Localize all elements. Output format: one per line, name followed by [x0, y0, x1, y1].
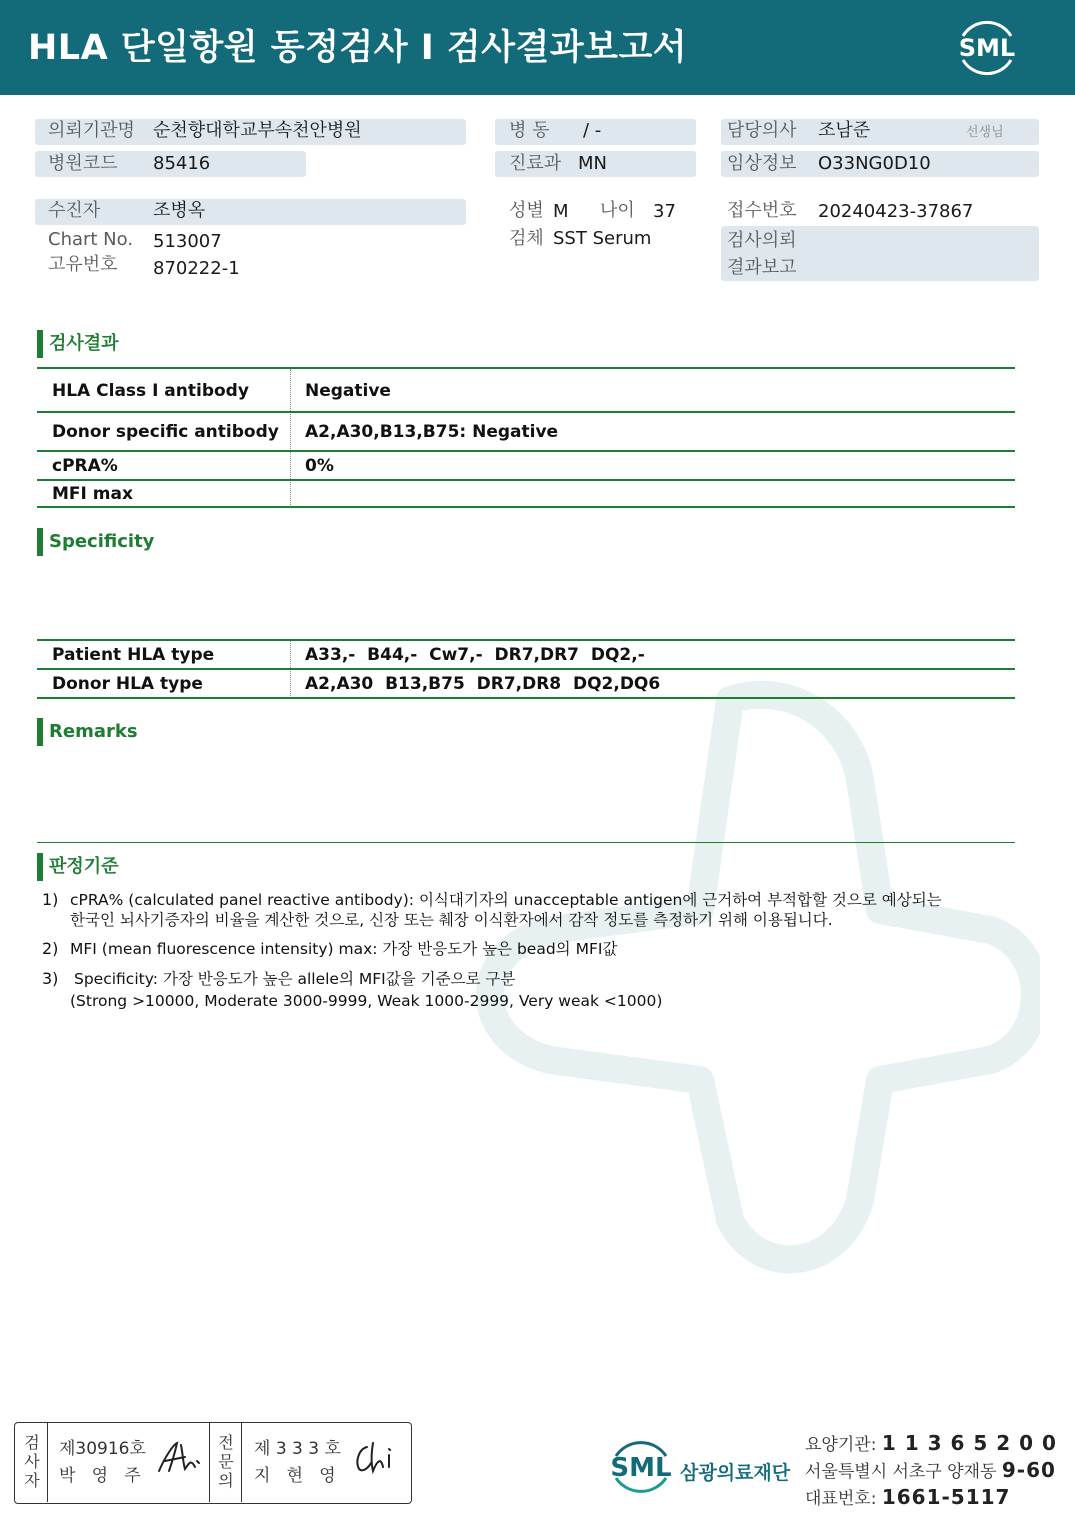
sex-label: 성별 — [509, 200, 544, 221]
unique-label: 고유번호 — [48, 254, 118, 275]
criteria-line: Specificity: 가장 반응도가 높은 allele의 MFI값을 기준으로 구분 — [74, 970, 516, 988]
address-number: 9-60 — [1001, 1458, 1056, 1482]
donor-hla-value: A2,A30 B13,B75 DR7,DR8 DQ2,DQ6 — [305, 674, 661, 694]
header-logo-text: SML — [958, 34, 1016, 62]
report-title: HLA 단일항원 동정검사 I 검사결과보고서 — [28, 28, 688, 68]
phone-value: 1661-5117 — [881, 1485, 1011, 1509]
sml-logo-icon — [953, 14, 1021, 80]
org-name: 삼광의료재단 — [680, 1462, 791, 1484]
table-border — [37, 411, 1015, 413]
doctor-suffix: 선생님 — [966, 125, 1004, 140]
phone — [805, 1486, 1010, 1510]
ward-label: 병 동 — [509, 120, 550, 141]
result-label-mfi: MFI max — [52, 484, 133, 504]
sex-value: M — [553, 201, 569, 222]
dept-value: MN — [578, 153, 607, 174]
clinical-value: O33NG0D10 — [818, 153, 931, 174]
table-border — [37, 367, 1015, 369]
remarks-heading: Remarks — [37, 718, 138, 746]
specialist-label: 전 문 의 — [218, 1433, 234, 1490]
specialist-no: 제 3 3 3 호 — [254, 1439, 341, 1459]
specialist-name: 지 현 영 — [254, 1466, 336, 1486]
specificity-heading: Specificity — [37, 528, 154, 556]
report-label: 결과보고 — [727, 257, 797, 278]
dept-label: 진료과 — [509, 153, 562, 174]
hospital-value: 순천향대학교부속천안병원 — [153, 120, 362, 141]
result-value-dsa: A2,A30,B13,B75: Negative — [305, 422, 559, 442]
unique-value: 870222-1 — [153, 258, 240, 279]
specimen-label: 검체 — [509, 228, 544, 249]
ward-value: / - — [583, 120, 602, 141]
remarks-divider — [37, 842, 1015, 843]
address-text: 서울특별시 서초구 양재동 — [805, 1462, 997, 1482]
institution-code — [805, 1432, 1057, 1456]
receipt-label: 접수번호 — [727, 200, 797, 221]
patient-hla-label: Patient HLA type — [52, 645, 215, 665]
result-label-hla-class: HLA Class I antibody — [52, 381, 249, 401]
result-label-cpra: cPRA% — [52, 456, 118, 476]
clinical-label: 임상정보 — [727, 153, 797, 174]
receipt-value: 20240423-37867 — [818, 201, 974, 222]
criteria-line: MFI (mean fluorescence intensity) max: 가장 반응도가 높은 bead의 MFI값 — [70, 940, 618, 958]
criteria-line: (Strong >10000, Moderate 3000-9999, Weak 1000-2999, Very weak <1000) — [70, 992, 663, 1010]
chart-label: Chart No. — [48, 229, 134, 250]
criteria-num: 1) — [42, 890, 59, 909]
result-label-dsa: Donor specific antibody — [52, 422, 279, 442]
address — [805, 1459, 1056, 1483]
donor-hla-label: Donor HLA type — [52, 674, 203, 694]
patient-value: 조병옥 — [153, 200, 206, 221]
table-border — [37, 668, 1015, 670]
footer-logo-text: SML — [610, 1453, 672, 1483]
results-heading: 검사결과 — [37, 330, 119, 358]
tester-no: 제30916호 — [59, 1439, 146, 1459]
hospital-code-label: 병원코드 — [48, 153, 118, 174]
request-label: 검사의뢰 — [727, 230, 797, 251]
age-label: 나이 — [600, 200, 635, 221]
sml-footer-logo-icon — [606, 1430, 676, 1502]
criteria-line: 한국인 뇌사기증자의 비율을 계산한 것으로, 신장 또는 췌장 이식환자에서 감작 정도를 측정하기 위해 이용됩니다. — [70, 911, 833, 929]
result-value-cpra: 0% — [305, 456, 334, 476]
report-header — [0, 0, 1075, 95]
criteria-num: 2) — [42, 939, 59, 958]
table-border — [37, 506, 1015, 508]
age-value: 37 — [653, 201, 676, 222]
patient-label: 수진자 — [48, 200, 101, 221]
hospital-code-value: 85416 — [153, 153, 211, 174]
institution-code-label: 요양기관: — [805, 1435, 877, 1455]
result-value-hla-class: Negative — [305, 381, 391, 401]
criteria-heading: 판정기준 — [37, 853, 119, 881]
tester-name: 박 영 주 — [59, 1466, 141, 1486]
table-border — [37, 697, 1015, 699]
criteria-line: cPRA% (calculated panel reactive antibody): 이식대기자의 unacceptable antigen에 근거하여 부적합할 것으로 예상되는 — [70, 891, 942, 909]
phone-label: 대표번호: — [805, 1489, 877, 1509]
tester-signature-icon — [155, 1437, 203, 1477]
signature-box — [14, 1422, 412, 1504]
hospital-label: 의뢰기관명 — [48, 120, 135, 141]
table-border — [37, 479, 1015, 481]
chart-value: 513007 — [153, 231, 222, 252]
table-border — [37, 639, 1015, 641]
doctor-label: 담당의사 — [727, 120, 797, 141]
table-divider — [290, 369, 291, 507]
tester-label: 검 사 자 — [24, 1433, 40, 1490]
specialist-signature-icon — [351, 1437, 401, 1477]
institution-code-value: 1 1 3 6 5 2 0 0 — [881, 1431, 1057, 1455]
patient-hla-value: A33,- B44,- Cw7,- DR7,DR7 DQ2,- — [305, 645, 645, 665]
watermark-cross-icon — [430, 660, 1040, 1300]
criteria-num: 3) — [42, 969, 59, 988]
table-border — [37, 450, 1015, 452]
specimen-value: SST Serum — [553, 228, 652, 249]
doctor-value: 조남준 — [818, 120, 871, 141]
